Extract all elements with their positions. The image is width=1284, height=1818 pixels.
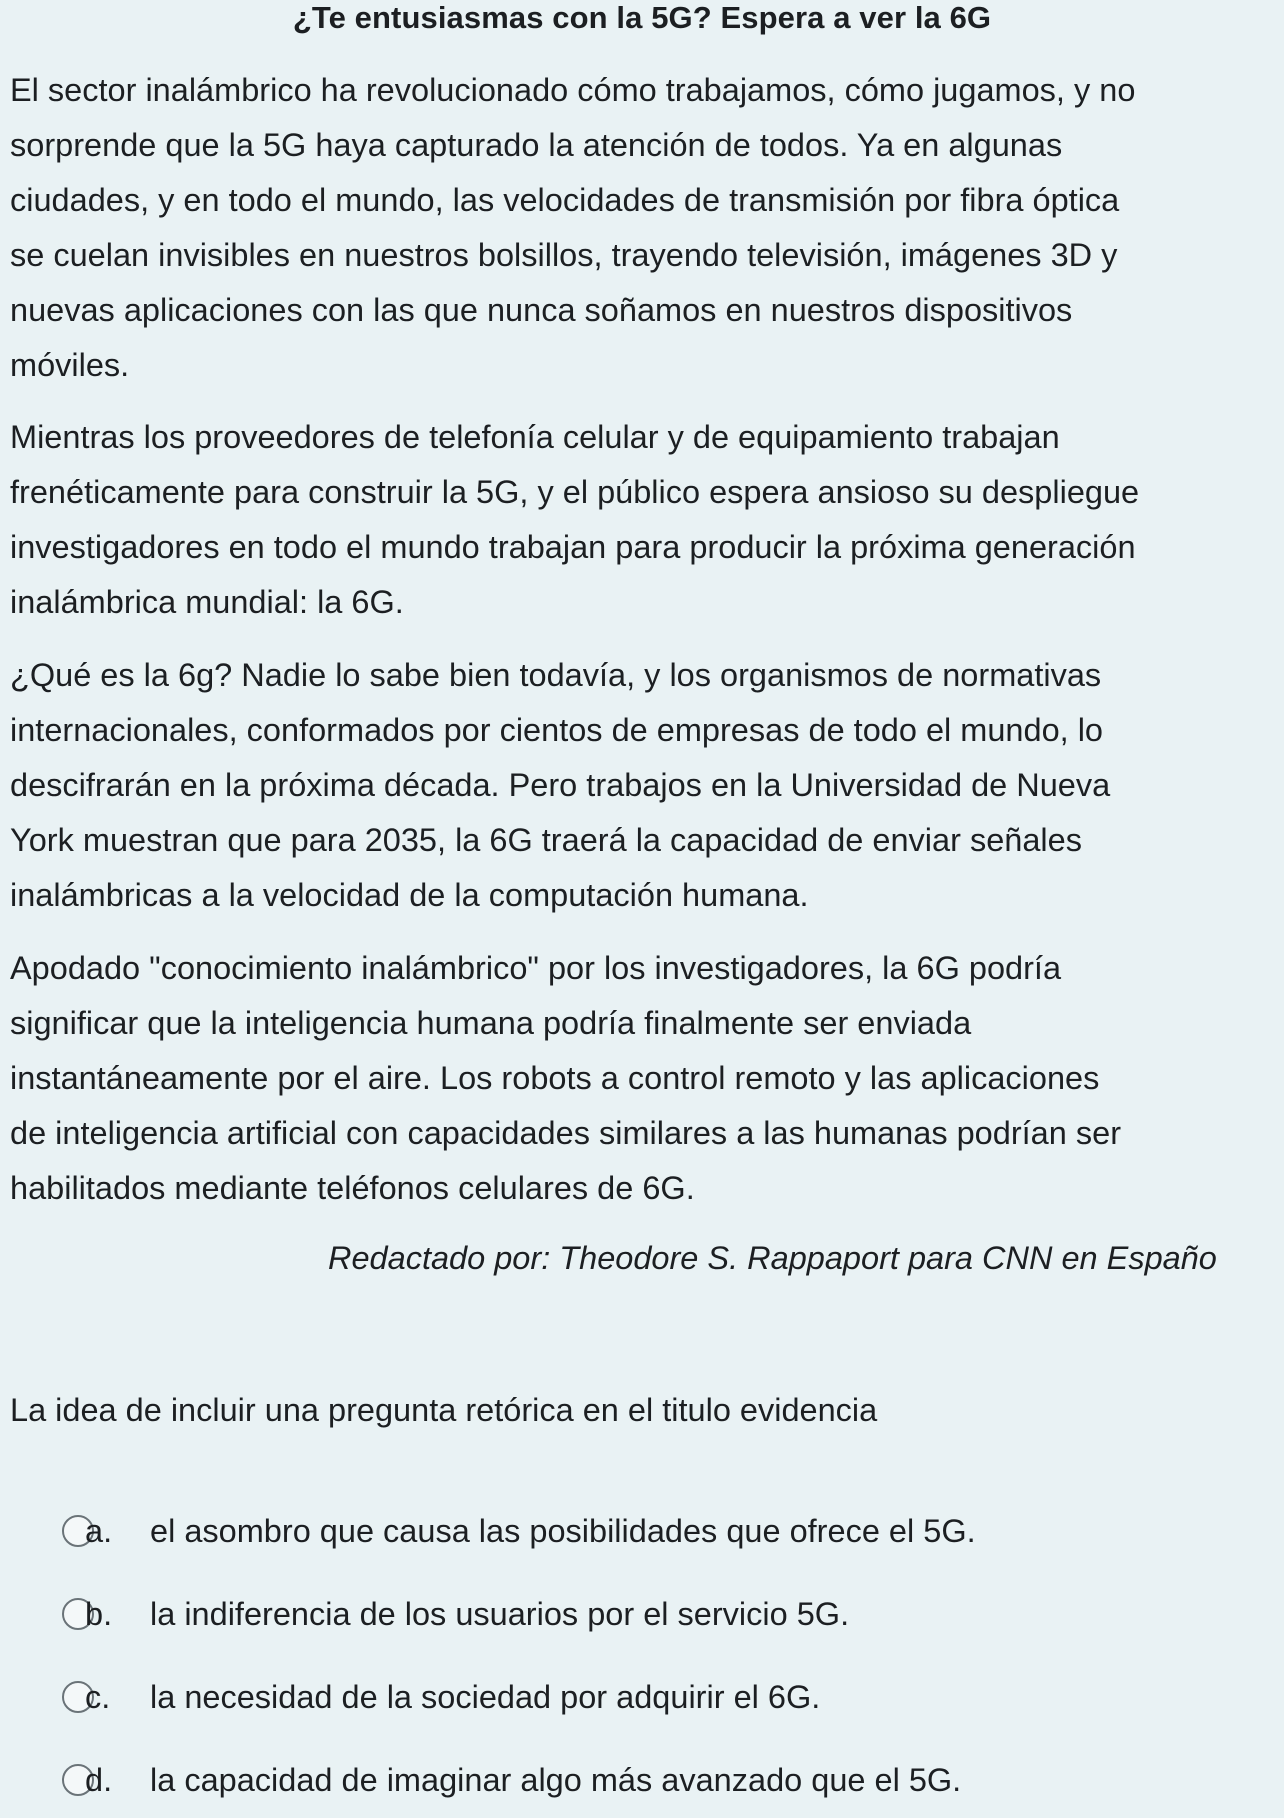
paragraph-line: investigadores en todo el mundo trabajan para producir la próxima generación — [10, 529, 1136, 565]
paragraph-line: Mientras los proveedores de telefonía celular y de equipamiento trabajan — [10, 419, 1060, 455]
paragraph-line: Apodado "conocimiento inalámbrico" por los investigadores, la 6G podría — [10, 950, 1062, 986]
answer-option-b[interactable] — [45, 1586, 1265, 1642]
article-title: ¿Te entusiasmas con la 5G? Espera a ver la 6G — [292, 0, 992, 35]
option-letter: d. — [85, 1762, 113, 1798]
paragraph-1 — [10, 63, 1284, 393]
paragraph-line: nuevas aplicaciones con las que nunca soñamos en nuestros dispositivos — [10, 292, 1073, 328]
option-text: el asombro que causa las posibilidades que ofrece el 5G. — [150, 1513, 976, 1549]
paragraph-line: se cuelan invisibles en nuestros bolsillos, trayendo televisión, imágenes 3D y — [10, 237, 1118, 273]
article-byline: Redactado por: Theodore S. Rappaport para CNN en Españo — [328, 1240, 1217, 1276]
paragraph-line: internacionales, conformados por cientos de empresas de todo el mundo, lo — [10, 712, 1104, 748]
answer-option-c[interactable] — [45, 1669, 1265, 1725]
answer-option-d[interactable] — [45, 1752, 1265, 1808]
paragraph-line: El sector inalámbrico ha revolucionado cómo trabajamos, cómo jugamos, y no — [10, 72, 1136, 108]
paragraph-line: instantáneamente por el aire. Los robots a control remoto y las aplicaciones — [10, 1060, 1100, 1096]
option-text: la necesidad de la sociedad por adquirir el 6G. — [150, 1679, 821, 1715]
paragraph-3 — [10, 648, 1284, 923]
paragraph-line: ¿Qué es la 6g? Nadie lo sabe bien todavía, y los organismos de normativas — [10, 657, 1102, 693]
option-text: la capacidad de imaginar algo más avanzado que el 5G. — [150, 1762, 962, 1798]
paragraph-line: móviles. — [10, 347, 130, 383]
paragraph-line: ciudades, y en todo el mundo, las velocidades de transmisión por fibra óptica — [10, 182, 1120, 218]
paragraph-line: York muestran que para 2035, la 6G traerá la capacidad de enviar señales — [10, 822, 1082, 858]
option-text: la indiferencia de los usuarios por el servicio 5G. — [150, 1596, 850, 1632]
paragraph-line: descifrarán en la próxima década. Pero trabajos en la Universidad de Nueva — [10, 767, 1111, 803]
paragraph-line: habilitados mediante teléfonos celulares de 6G. — [10, 1170, 695, 1206]
answer-option-a[interactable] — [45, 1503, 1265, 1559]
paragraph-line: frenéticamente para construir la 5G, y el público espera ansioso su despliegue — [10, 474, 1140, 510]
option-letter: a. — [85, 1513, 113, 1549]
paragraph-line: sorprende que la 5G haya capturado la atención de todos. Ya en algunas — [10, 127, 1063, 163]
option-letter: b. — [85, 1596, 113, 1632]
option-letter: c. — [85, 1679, 111, 1715]
paragraph-line: inalámbricas a la velocidad de la computación humana. — [10, 877, 809, 913]
paragraph-4 — [10, 941, 1284, 1216]
paragraph-2 — [10, 410, 1284, 630]
paragraph-line: significar que la inteligencia humana podría finalmente ser enviada — [10, 1005, 972, 1041]
paragraph-line: de inteligencia artificial con capacidades similares a las humanas podrían ser — [10, 1115, 1122, 1151]
quiz-question: La idea de incluir una pregunta retórica en el titulo evidencia — [10, 1392, 878, 1428]
paragraph-line: inalámbrica mundial: la 6G. — [10, 584, 404, 620]
